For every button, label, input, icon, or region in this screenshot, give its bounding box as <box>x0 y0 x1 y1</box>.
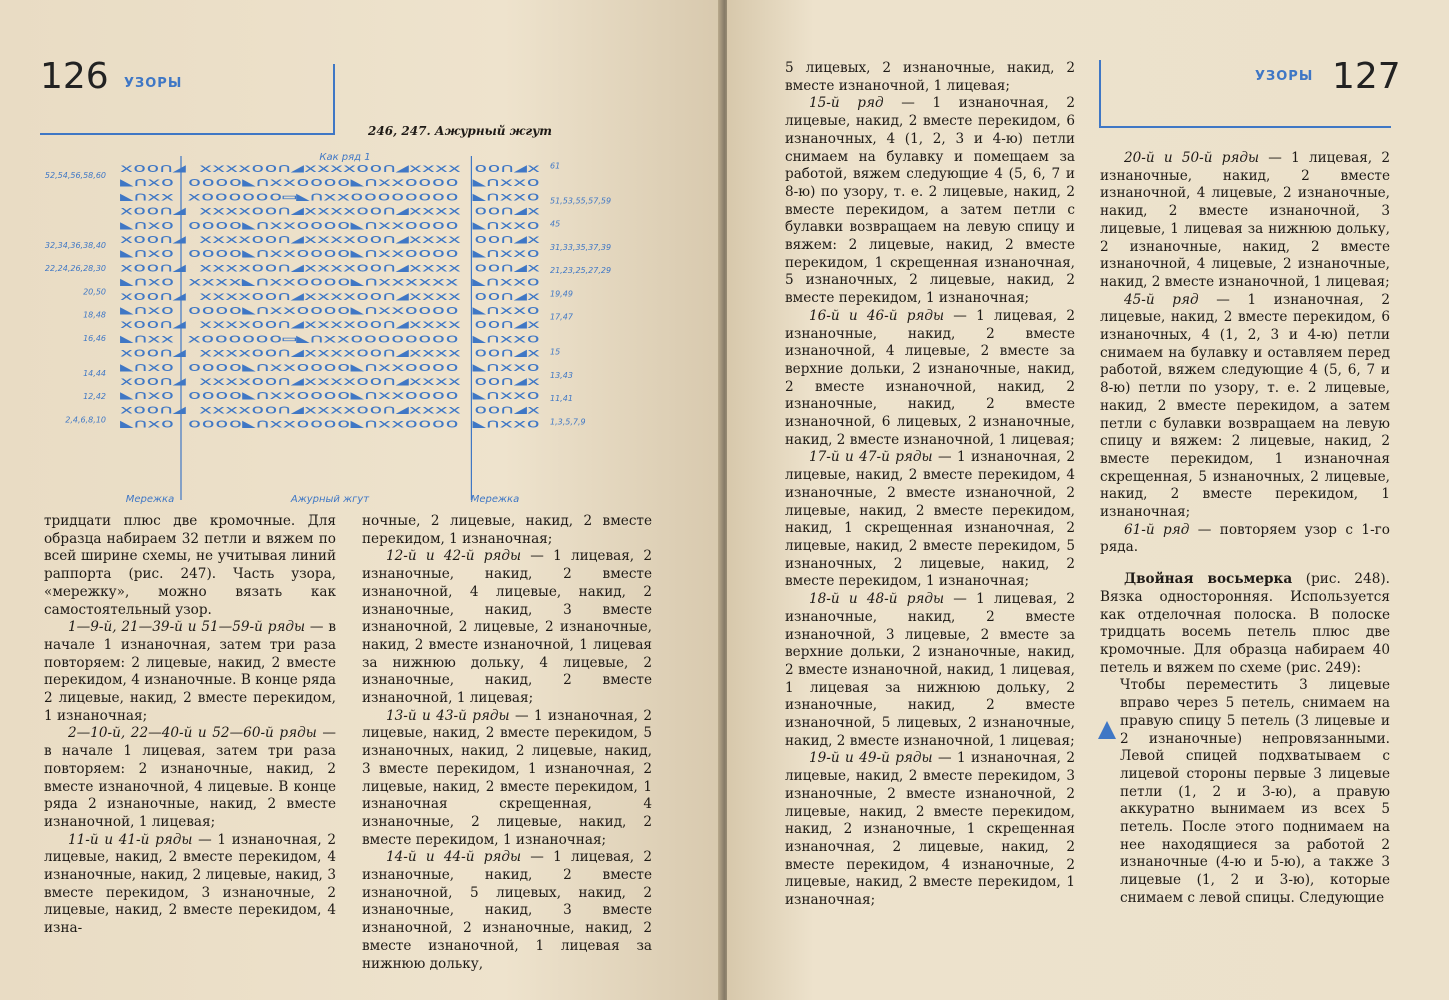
chart-row: ◣∩ⅹo oooo◣∩ⅹⅹoooo◣∩ⅹⅹoooo ◣∩ⅹⅹo <box>120 359 540 374</box>
row-number-label: 17,47 <box>550 312 573 322</box>
row-number-label: 14,44 <box>83 368 106 378</box>
chart-top-label: Как ряд 1 <box>319 152 371 163</box>
running-head: УЗОРЫ <box>124 76 183 91</box>
chart-row: ◣∩ⅹo oooo◣∩ⅹⅹoooo◣∩ⅹⅹoooo ◣∩ⅹⅹo <box>120 217 540 232</box>
right-column-1 <box>785 60 1075 910</box>
right-page <box>727 0 1449 1000</box>
chart-row: ◣∩ⅹⅹ ⅹoooooo▭◣∩ⅹⅹoooooooo ◣∩ⅹⅹo <box>120 331 540 346</box>
paragraph-text: — 1 изнаночная, 2 лицевые, накид, 2 вместе перекидом, 4 изнаночные, накид, 2 лицевые, накид, 3 вместе перекидом, 3 изнаночные, 2 лицевые, накид, 2 вместе перекидом, 4 изна- <box>44 831 336 937</box>
chart-row: ⅹoo∩◢ ⅹⅹⅹⅹoo∩◢ⅹⅹⅹⅹoo∩◢ⅹⅹⅹⅹ oo∩◢ⅹ <box>120 161 540 175</box>
row-number-label: 11,41 <box>550 394 573 404</box>
chart-row: ⅹoo∩◢ ⅹⅹⅹⅹoo∩◢ⅹⅹⅹⅹoo∩◢ⅹⅹⅹⅹ oo∩◢ⅹ <box>120 317 540 332</box>
chart-section-label: Мережка <box>125 494 175 505</box>
paragraph <box>785 95 1075 307</box>
row-label: 61-й ряд <box>1124 521 1190 538</box>
chart-row: ⅹoo∩◢ ⅹⅹⅹⅹoo∩◢ⅹⅹⅹⅹoo∩◢ⅹⅹⅹⅹ oo∩◢ⅹ <box>120 402 540 417</box>
row-number-label: 20,50 <box>83 287 106 297</box>
row-number-label: 31,33,35,37,39 <box>550 242 612 252</box>
running-head: УЗОРЫ <box>1255 69 1314 84</box>
paragraph-text: — 1 лицевая, 2 изнаночные, накид, 2 вместе изнаночной, 5 лицевых, накид, 2 изнаночные, накид, 3 вместе изнаночной, 2 изнаночные, накид, 2 вместе изнаночной, 1 лицевая за нижнюю дольку, <box>362 849 652 972</box>
paragraph <box>1100 522 1390 557</box>
paragraph-text: Чтобы переместить 3 лицевые вправо через 5 петель, снимаем на правую спицу 5 петель (3 лицевые и 2 изнаночные) непровязанными. Левой спицей подхватываем с лицевой стороны первые 3 лицевые петли (1, 2 и 3-ю), а правую аккуратно вынимаем из всех 5 петель. После этого поднимаем на нее находящиеся за работой 2 изнаночные (4-ю и 5-ю), а также 3 лицевые (1, 2 и 3-ю), которые снимаем с левой спицы. Следующие <box>1120 677 1390 906</box>
row-number-label: 12,42 <box>83 392 106 402</box>
chart-row: ⅹoo∩◢ ⅹⅹⅹⅹoo∩◢ⅹⅹⅹⅹoo∩◢ⅹⅹⅹⅹ oo∩◢ⅹ <box>120 374 540 388</box>
row-number-label: 19,49 <box>550 289 573 299</box>
paragraph-text: — 1 лицевая, 2 изнаночные, накид, 2 вместе изнаночной, 4 лицевые, накид, 2 изнаночные, накид, 3 вместе изнаночной, 2 лицевые, 2 изнаночные, накид, 2 вместе изнаночной, 1 лицевая за нижнюю дольку, 4 лицевые, 2 изнаночные, накид, 2 вместе изнаночной, 1 лицевая; <box>362 548 652 707</box>
paragraph-text: — повторяем узор с 1-го ряда. <box>1100 521 1390 556</box>
chart-row: ⅹoo∩◢ ⅹⅹⅹⅹoo∩◢ⅹⅹⅹⅹoo∩◢ⅹⅹⅹⅹ oo∩◢ⅹ <box>120 288 540 303</box>
paragraph <box>785 308 1075 450</box>
row-number-label: 21,23,25,27,29 <box>550 266 612 276</box>
row-number-label: 45 <box>550 219 561 229</box>
paragraph-text: — 1 изнаночная, 2 лицевые, накид, 2 вместе перекидом, 5 изнаночных, накид, 2 лицевые, накид, 3 вместе перекидом, 1 изнаночная, 2 лицевые, накид, 2 вместе перекидом, 1 изнаночная скрещенная, 4 изнаночные, 2 лицевые, накид, 2 вместе перекидом, 1 изнаночная; <box>362 707 652 848</box>
paragraph <box>1100 150 1390 292</box>
header-rule-vertical <box>333 64 335 135</box>
row-label: 1—9-й, 21—39-й и 51—59-й ряды <box>68 619 306 636</box>
paragraph <box>785 591 1075 750</box>
row-number-label: 22,24,26,28,30 <box>44 264 106 274</box>
row-label: 14-й и 44-й ряды <box>386 849 522 866</box>
chart-row: ⅹoo∩◢ ⅹⅹⅹⅹoo∩◢ⅹⅹⅹⅹoo∩◢ⅹⅹⅹⅹ oo∩◢ⅹ <box>120 260 540 275</box>
paragraph <box>1100 292 1390 522</box>
header-rule <box>40 133 335 135</box>
paragraph <box>362 849 652 973</box>
left-page <box>0 0 722 1000</box>
paragraph-text: — в начале 1 изнаночная, затем три раза повторяем: 2 лицевые, накид, 2 вместе перекидом, 4 изнаночные. В конце ряда 2 лицевые, накид, 2 вместе перекидом, 1 изнаночная; <box>44 619 336 724</box>
paragraph-text: — 1 лицевая, 2 изнаночные, накид, 2 вместе изнаночной, 3 лицевые, 2 вместе за верхние дольки, 2 изнаночные, накид, 2 вместе изнаночной, накид, 1 лицевая, 1 лицевая за нижнюю дольку, 2 изнаночные, накид, 2 вместе изнаночной, 5 лицевых, 2 изнаночные, накид, 2 вместе изнаночной, 1 лицевая; <box>785 591 1075 749</box>
note-paragraph <box>1100 677 1390 907</box>
row-number-label: 32,34,36,38,40 <box>44 240 106 250</box>
row-label: 20-й и 50-й ряды <box>1124 150 1260 166</box>
row-number-label: 61 <box>550 161 561 171</box>
section-paragraph <box>1100 571 1390 677</box>
chart-row: ◣∩ⅹo oooo◣∩ⅹⅹoooo◣∩ⅹⅹoooo ◣∩ⅹⅹo <box>120 303 540 317</box>
header-rule-vertical <box>1099 60 1101 128</box>
paragraph-text: — в начале 1 лицевая, затем три раза повторяем: 2 изнаночные, накид, 2 вместе изнаночной, 4 лицевые. В конце ряда 2 изнаночные, накид, 2 вместе изнаночной, 1 лицевая; <box>44 725 336 830</box>
paragraph-text: (рис. 248). Вязка односторонняя. Используется как отделочная полоска. В полоске тридцать восемь петель плюс две кромочные. Для образца набираем 40 петель и вяжем по схеме (рис. 249): <box>1100 571 1390 676</box>
row-label: 19-й и 49-й ряды <box>809 750 933 767</box>
paragraph <box>785 449 1075 591</box>
left-column-2 <box>362 513 652 973</box>
chart-row: ⅹoo∩◢ ⅹⅹⅹⅹoo∩◢ⅹⅹⅹⅹoo∩◢ⅹⅹⅹⅹ oo∩◢ⅹ <box>120 345 540 360</box>
paragraph-text: — 1 изнаночная, 2 лицевые, накид, 2 вместе перекидом, 6 изнаночных, 4 (1, 2, 3 и 4-ю) петли снимаем на булавку и помещаем за работой, вяжем следующие 4 (5, 6, 7 и 8-ю) по узору, т. е. 2 лицевые, накид, 2 вместе перекидом, а затем петли с булавки возвращаем на левую спицу и вяжем: 2 лицевые, накид, 2 вместе перекидом, 1 скрещенная изнаночная, 5 изнаночных, 2 лицевые, накид, 2 вместе перекидом, 1 изнаночная; <box>785 95 1075 307</box>
paragraph-text: — 1 изнаночная, 2 лицевые, накид, 2 вместе перекидом, 3 изнаночные, 2 вместе изнаночной, 2 лицевые, накид, 2 вместе перекидом, накид, 2 изнаночные, 1 скрещенная изнаночная, 2 лицевые, накид, 2 вместе перекидом, 4 изнаночные, 2 лицевые, накид, 2 вместе перекидом, 1 изнаночная; <box>785 750 1075 909</box>
chart-row: ◣∩ⅹo oooo◣∩ⅹⅹoooo◣∩ⅹⅹoooo ◣∩ⅹⅹo <box>120 175 540 190</box>
paragraph <box>44 619 336 725</box>
row-number-label: 52,54,56,58,60 <box>44 171 106 180</box>
paragraph-text: — 1 лицевая, 2 изнаночные, накид, 2 вместе изнаночной, 4 лицевые, 2 изнаночные, накид, 2 вместе изнаночной, 3 лицевые, 1 лицевая за нижнюю дольку, 2 изнаночные, накид, 2 вместе изнаночной, 4 лицевые, 2 изнаночные, накид, 2 вместе изнаночной, 1 лицевая; <box>1100 150 1390 290</box>
paragraph <box>44 725 336 831</box>
row-number-label: 15 <box>550 347 561 357</box>
row-number-label: 16,46 <box>83 334 106 344</box>
chart-row: ◣∩ⅹo ⅹⅹⅹⅹ◣∩ⅹⅹoooo◣∩ⅹⅹⅹⅹⅹⅹ ◣∩ⅹⅹo <box>120 274 540 289</box>
figure-caption: 246, 247. Ажурный жгут <box>368 124 552 138</box>
section-title: Двойная восьмерка <box>1124 571 1293 588</box>
chart-row: ◣∩ⅹo oooo◣∩ⅹⅹoooo◣∩ⅹⅹoooo ◣∩ⅹⅹo <box>120 416 540 431</box>
left-column-1 <box>44 513 336 938</box>
paragraph <box>362 708 652 850</box>
paragraph <box>362 548 652 707</box>
row-label: 45-й ряд <box>1124 291 1199 308</box>
row-label: 16-й и 46-й ряды <box>809 307 945 324</box>
chart-row: ◣∩ⅹo oooo◣∩ⅹⅹoooo◣∩ⅹⅹoooo ◣∩ⅹⅹo <box>120 388 540 403</box>
right-column-2 <box>1100 150 1390 908</box>
page-number: 127 <box>1332 56 1401 97</box>
row-label: 15-й ряд <box>809 95 884 112</box>
row-label: 13-й и 43-й ряды <box>386 707 510 724</box>
paragraph-text: — 1 лицевая, 2 изнаночные, накид, 2 вместе изнаночной, 4 лицевые, 2 вместе за верхние дольки, 2 изнаночные, накид, 2 вместе изнаночной, накид, 2 изнаночные, накид, 2 вместе изнаночной, 6 лицевых, 2 изнаночные, накид, 2 вместе изнаночной, 1 лицевая; <box>785 307 1075 448</box>
paragraph-text: — 1 изнаночная, 2 лицевые, накид, 2 вместе перекидом, 6 изнаночных, 4 (1, 2, 3 и 4-ю) петли снимаем на булавку и оставляем перед работой, вяжем следующие 4 (5, 6, 7 и 8-ю) петли по узору, т. е. 2 лицевые, накид, 2 вместе перекидом, а затем петли с булавки возвращаем на левую спицу и вяжем: 2 лицевые, накид, 2 вместе перекидом, 1 изнаночная скрещенная, 5 изнаночных, 2 лицевые, накид, 2 вместе перекидом, 1 изнаночная; <box>1100 291 1390 521</box>
header-rule <box>1099 126 1391 128</box>
page-number: 126 <box>40 56 109 97</box>
chart-section-label: Ажурный жгут <box>290 494 370 505</box>
chart-row: ◣∩ⅹo oooo◣∩ⅹⅹoooo◣∩ⅹⅹoooo ◣∩ⅹⅹo <box>120 246 540 261</box>
row-label: 2—10-й, 22—40-й и 52—60-й ряды <box>68 725 317 742</box>
chart-rows <box>120 161 540 431</box>
row-label: 17-й и 47-й ряды <box>809 449 933 466</box>
chart-row: ⅹoo∩◢ ⅹⅹⅹⅹoo∩◢ⅹⅹⅹⅹoo∩◢ⅹⅹⅹⅹ oo∩◢ⅹ <box>120 232 540 246</box>
row-number-label: 1,3,5,7,9 <box>550 417 586 427</box>
chart-section-label: Мережка <box>470 494 520 505</box>
row-number-label: 2,4,6,8,10 <box>65 415 106 425</box>
paragraph <box>44 832 336 938</box>
row-label: 18-й и 48-й ряды <box>809 591 945 608</box>
paragraph: ночные, 2 лицевые, накид, 2 вместе перекидом, 1 изнаночная; <box>362 513 652 547</box>
chart-row: ◣∩ⅹⅹ ⅹoooooo▭◣∩ⅹⅹoooooooo ◣∩ⅹⅹo <box>120 189 540 204</box>
note-triangle-icon <box>1097 720 1117 740</box>
row-number-label: 51,53,55,57,59 <box>550 196 612 206</box>
paragraph <box>785 750 1075 909</box>
paragraph: 5 лицевых, 2 изнаночные, накид, 2 вместе изнаночной, 1 лицевая; <box>785 60 1075 94</box>
knitting-chart-svg <box>40 150 612 510</box>
paragraph: тридцати плюс две кромочные. Для образца набираем 32 петли и вяжем по всей ширине схемы, не учитывая линий раппорта (рис. 247). Часть узора, «мережку», можно вязать как самостоятельный узор. <box>44 513 336 618</box>
row-number-label: 13,43 <box>550 370 573 380</box>
paragraph-text: — 1 изнаночная, 2 лицевые, накид, 2 вместе перекидом, 4 изнаночные, 2 вместе изнаночной, 2 лицевые, накид, 2 вместе перекидом, накид, 1 скрещенная изнаночная, 2 лицевые, накид, 2 вместе перекидом, 5 изнаночных, 2 лицевые, накид, 2 вместе перекидом, 1 изнаночная; <box>785 449 1075 590</box>
knitting-chart <box>40 150 612 510</box>
chart-row: ⅹoo∩◢ ⅹⅹⅹⅹoo∩◢ⅹⅹⅹⅹoo∩◢ⅹⅹⅹⅹ oo∩◢ⅹ <box>120 203 540 218</box>
row-label: 12-й и 42-й ряды <box>386 548 522 565</box>
row-number-label: 18,48 <box>83 310 106 320</box>
row-label: 11-й и 41-й ряды <box>68 831 193 848</box>
